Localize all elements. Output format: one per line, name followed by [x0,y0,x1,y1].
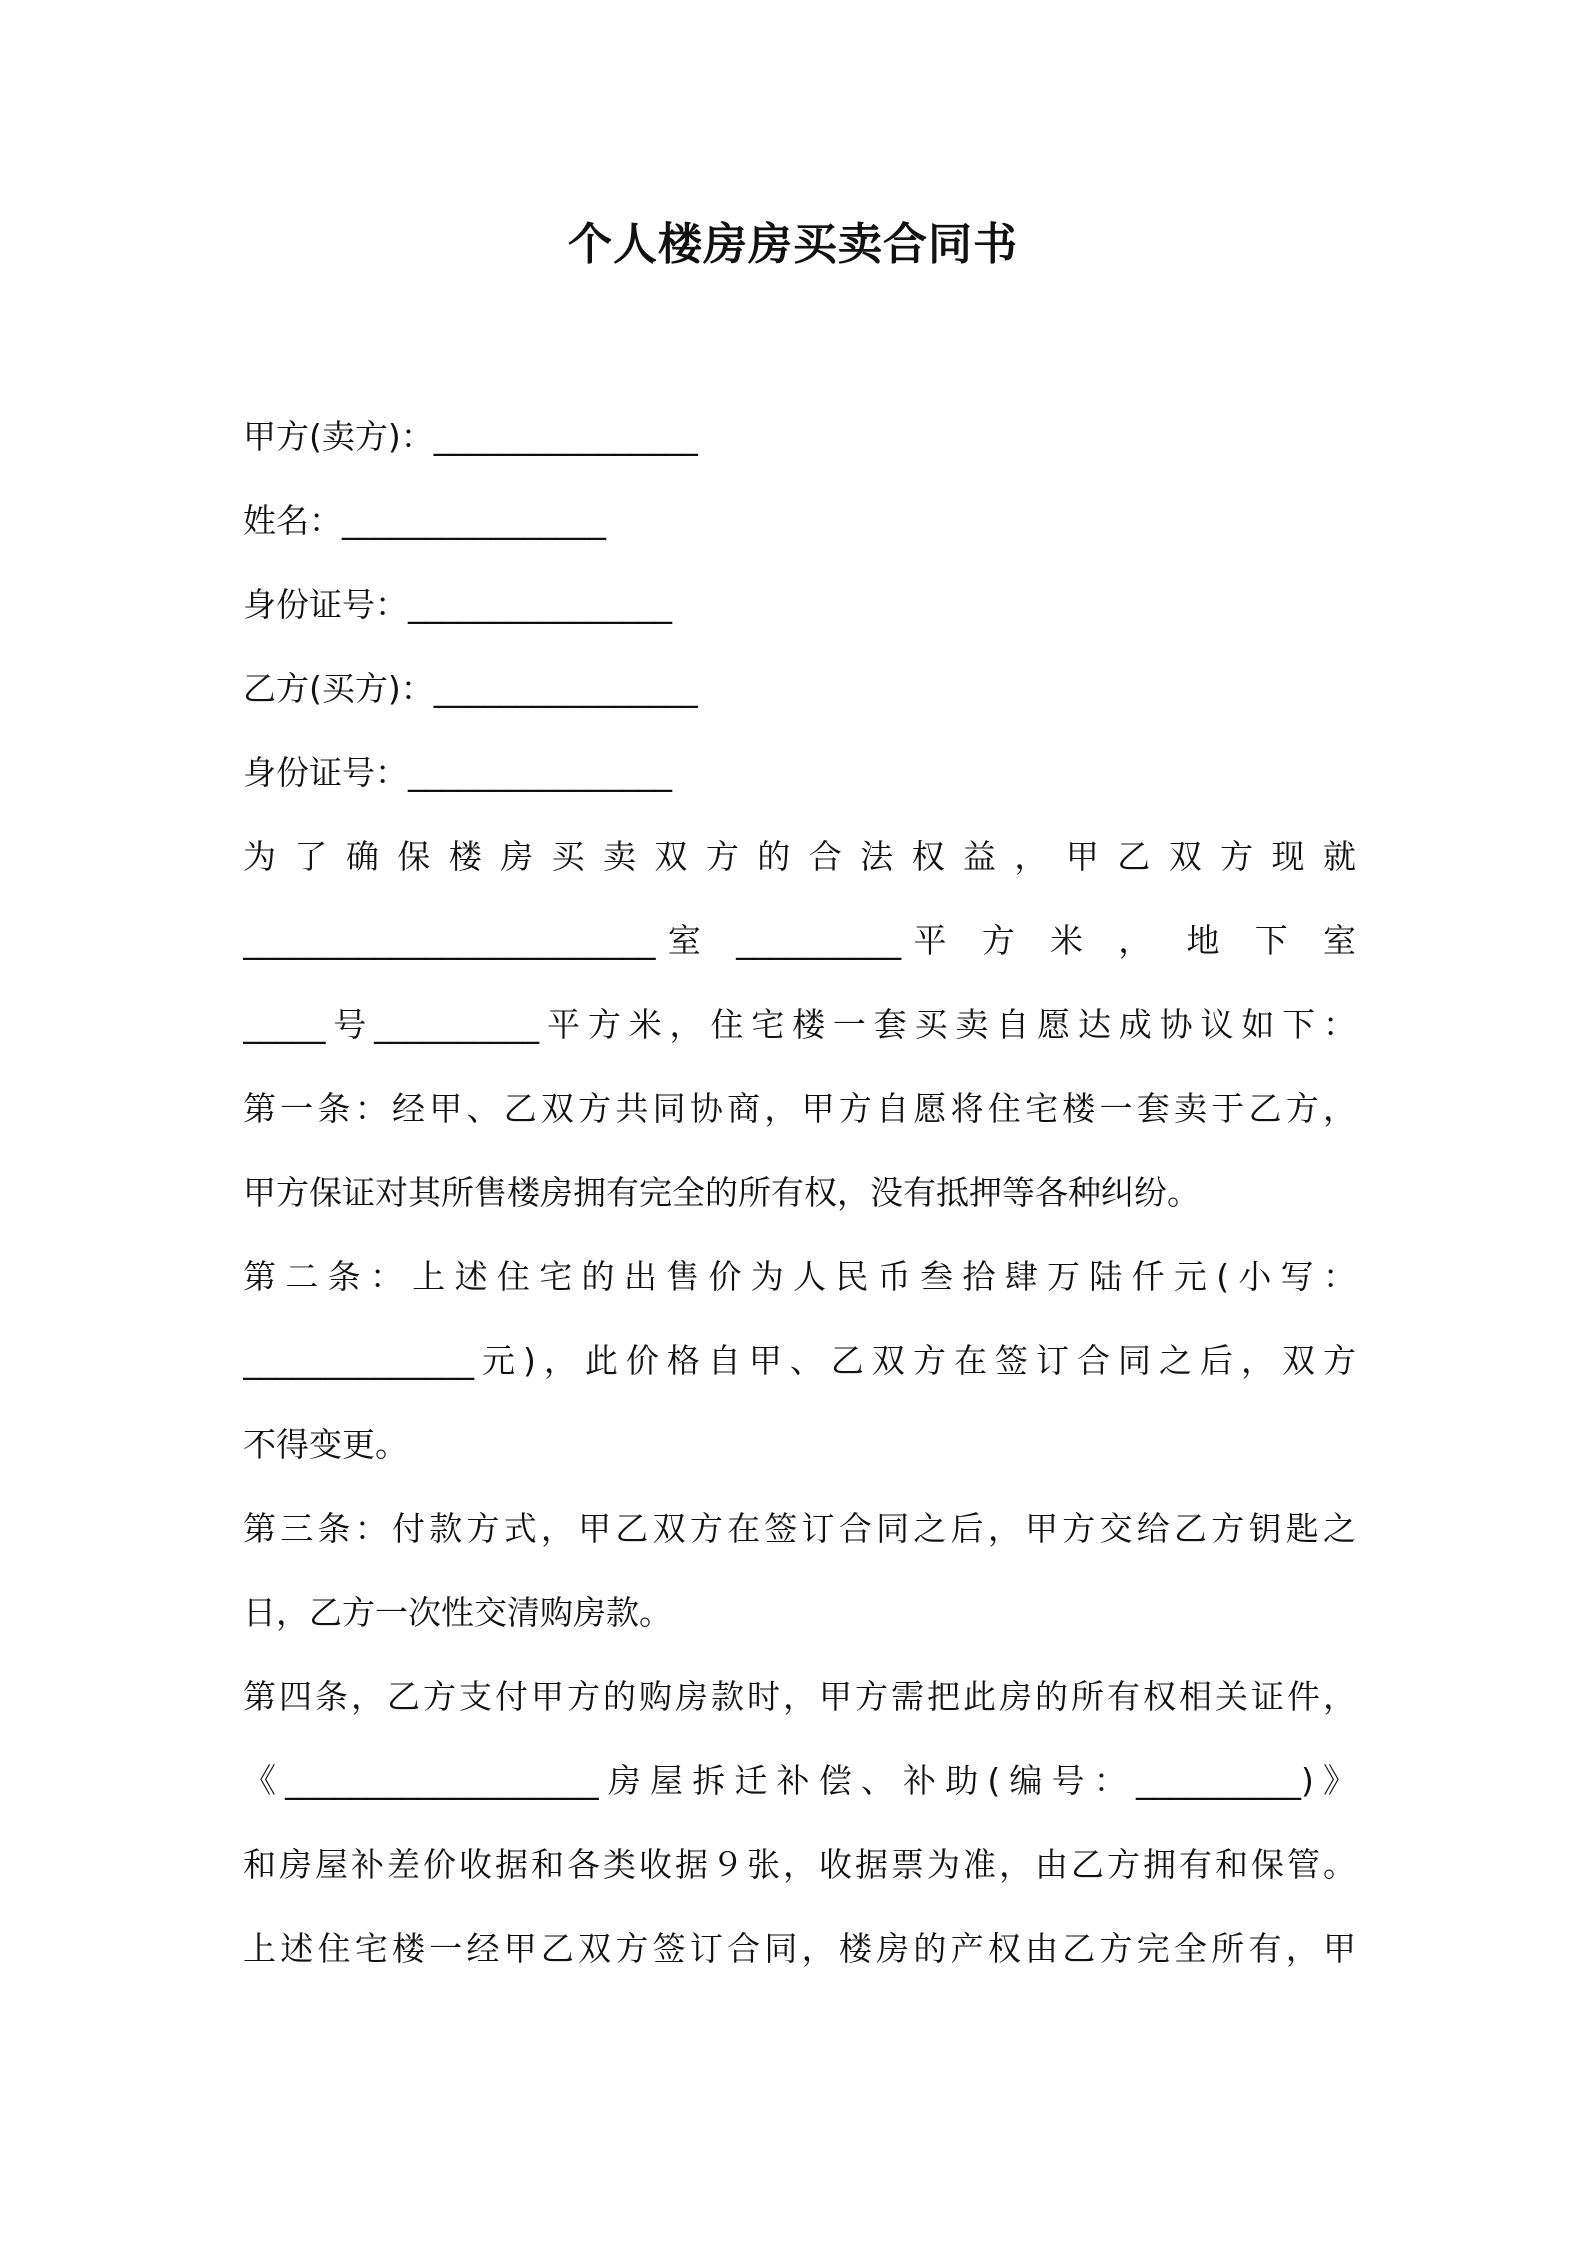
id-number-a-line: 身份证号：________________ [243,585,672,624]
article-4-line-4: 上述住宅楼一经甲乙双方签订合同，楼房的产权由乙方完全所有，甲 [243,1929,1356,1968]
party-b-line: 乙方(买方)：________________ [243,669,698,708]
article-1-line-1: 第一条：经甲、乙双方共同协商，甲方自愿将住宅楼一套卖于乙方， [243,1089,1356,1128]
article-2-line-2: ______________元)，此价格自甲、乙双方在签订合同之后，双方 [243,1341,1356,1380]
document-title: 个人楼房房买卖合同书 [568,219,1018,270]
article-2-line-1: 第二条：上述住宅的出售价为人民币叁拾肆万陆仟元(小写： [243,1257,1356,1296]
article-1-line-2: 甲方保证对其所售楼房拥有完全的所有权，没有抵押等各种纠纷。 [243,1173,1200,1212]
article-2-line-3: 不得变更。 [243,1425,408,1464]
intro-line-3: _____号__________平方米，住宅楼一套买卖自愿达成协议如下： [243,1005,1356,1044]
intro-line-2: _________________________室 __________平 方 米 ， 地 下 室 [243,921,1356,960]
article-3-line-2: 日，乙方一次性交清购房款。 [243,1593,672,1632]
article-3-line-1: 第三条：付款方式，甲乙双方在签订合同之后，甲方交给乙方钥匙之 [243,1509,1356,1548]
name-line: 姓名：________________ [243,501,606,540]
intro-line-1: 为 了 确 保 楼 房 买 卖 双 方 的 合 法 权 益 ， 甲 乙 双 方 现 就 [243,837,1356,876]
party-a-line: 甲方(卖方)：________________ [243,417,698,456]
id-number-b-line: 身份证号：________________ [243,753,672,792]
article-4-line-3: 和房屋补差价收据和各类收据９张，收据票为准，由乙方拥有和保管。 [243,1845,1356,1884]
article-4-line-1: 第四条，乙方支付甲方的购房款时，甲方需把此房的所有权相关证件， [243,1677,1356,1716]
article-4-line-2: 《___________________房屋拆迁补偿、补助(编号：__________)》 [243,1761,1356,1800]
